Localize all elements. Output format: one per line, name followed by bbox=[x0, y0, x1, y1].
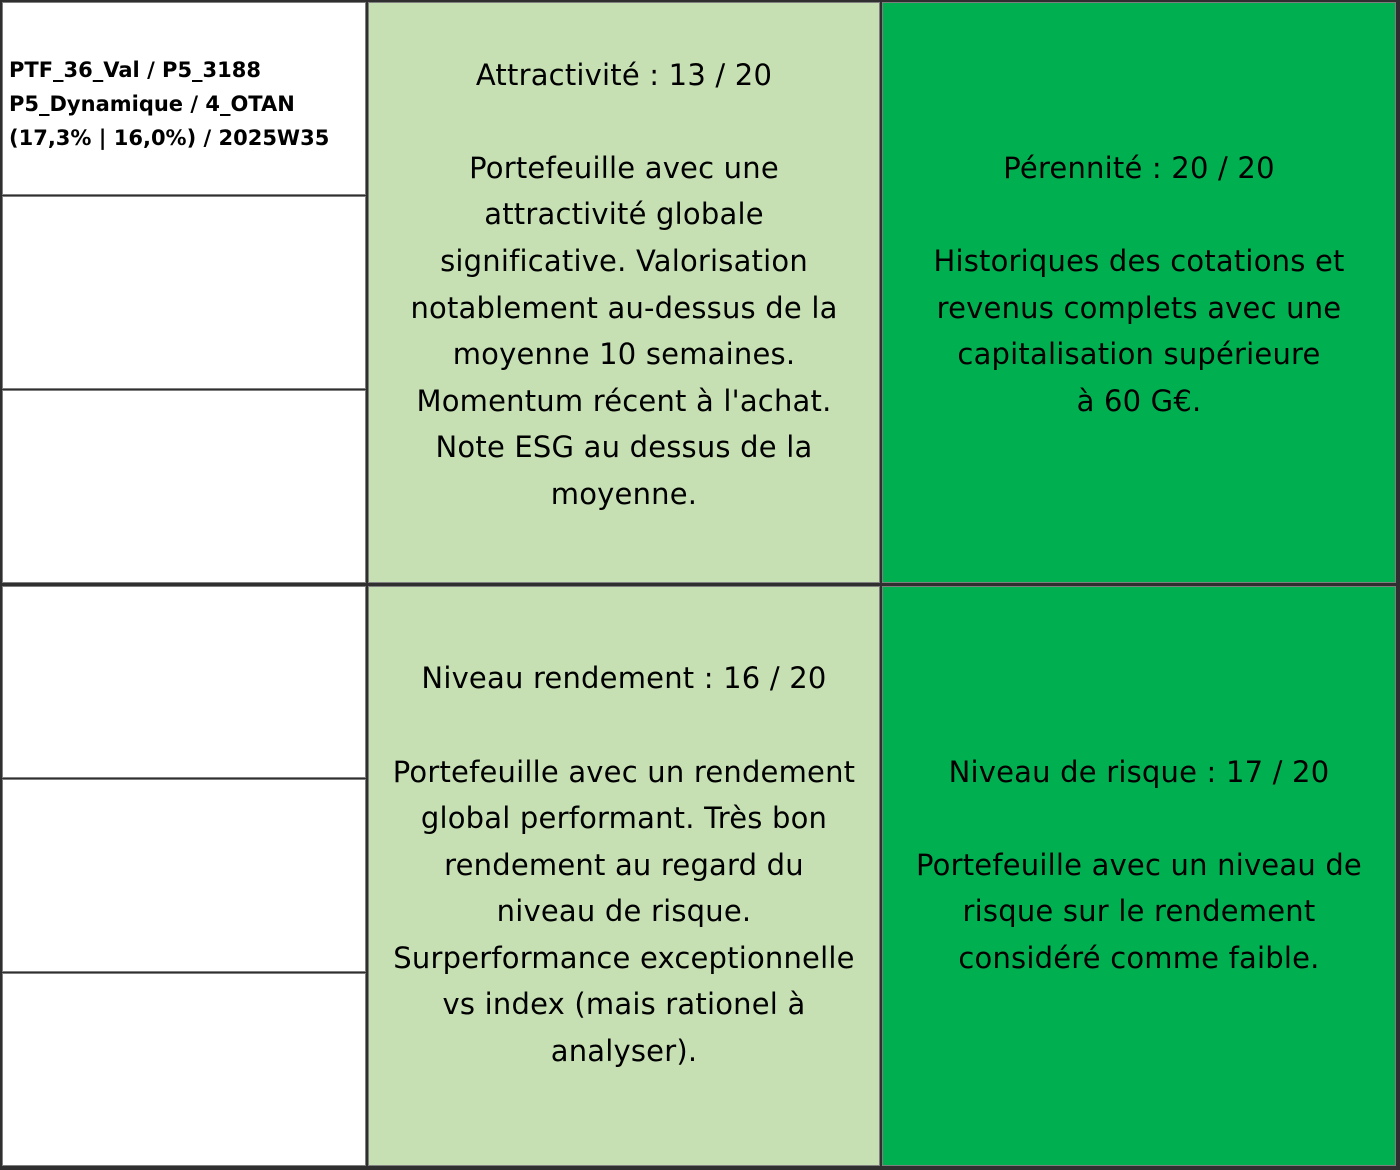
panel-line: significative. Valorisation bbox=[440, 243, 808, 278]
panel-title: Niveau de risque : 17 / 20 bbox=[948, 754, 1330, 789]
attractivite-panel[interactable] bbox=[368, 2, 880, 583]
attractivite-text bbox=[410, 52, 837, 518]
rendement-panel[interactable] bbox=[368, 586, 880, 1166]
panel-line: notablement au-dessus de la bbox=[410, 290, 838, 325]
panel-line: analyser). bbox=[550, 1034, 698, 1069]
panel-line: niveau de risque. bbox=[496, 894, 752, 929]
empty-cell[interactable] bbox=[2, 973, 366, 1166]
panel-line: global performant. Très bon bbox=[420, 801, 828, 836]
risque-text bbox=[916, 749, 1362, 982]
header-cell[interactable] bbox=[2, 2, 366, 195]
panel-line: moyenne 10 semaines. bbox=[452, 337, 796, 372]
portfolio-identifier bbox=[9, 53, 329, 155]
empty-cell[interactable] bbox=[2, 586, 366, 778]
panel-title: Pérennité : 20 / 20 bbox=[1003, 150, 1275, 185]
risque-panel[interactable] bbox=[882, 586, 1396, 1166]
panel-line: risque sur le rendement bbox=[962, 894, 1316, 929]
panel-line: vs index (mais rationel à bbox=[442, 987, 806, 1022]
panel-line: capitalisation supérieure bbox=[957, 337, 1321, 372]
panel-line: moyenne. bbox=[550, 476, 698, 511]
panel-line: attractivité globale bbox=[484, 197, 764, 232]
empty-cell[interactable] bbox=[2, 390, 366, 583]
panel-line: Historiques des cotations et bbox=[933, 243, 1345, 278]
panel-line: Portefeuille avec une bbox=[469, 150, 779, 185]
empty-cell[interactable] bbox=[2, 196, 366, 389]
perennite-panel[interactable] bbox=[882, 2, 1396, 583]
portfolio-id-line: PTF_36_Val / P5_3188 bbox=[9, 58, 261, 82]
panel-line: rendement au regard du bbox=[444, 847, 804, 882]
empty-cell[interactable] bbox=[2, 779, 366, 972]
portfolio-profile-line: P5_Dynamique / 4_OTAN bbox=[9, 92, 295, 116]
panel-line: considéré comme faible. bbox=[958, 940, 1320, 975]
perennite-text bbox=[933, 145, 1344, 425]
panel-title: Niveau rendement : 16 / 20 bbox=[421, 661, 827, 696]
panel-line: Portefeuille avec un rendement bbox=[392, 754, 856, 789]
panel-line: Momentum récent à l'achat. bbox=[416, 383, 832, 418]
panel-line: revenus complets avec une bbox=[936, 290, 1342, 325]
panel-line: Portefeuille avec un niveau de bbox=[916, 847, 1362, 882]
portfolio-performance-line: (17,3% | 16,0%) / 2025W35 bbox=[9, 126, 330, 150]
panel-line: Note ESG au dessus de la bbox=[435, 430, 813, 465]
panel-line: à 60 G€. bbox=[1076, 383, 1202, 418]
rendement-text bbox=[393, 655, 856, 1074]
panel-title: Attractivité : 13 / 20 bbox=[475, 57, 773, 92]
panel-line: Surperformance exceptionnelle bbox=[393, 940, 855, 975]
